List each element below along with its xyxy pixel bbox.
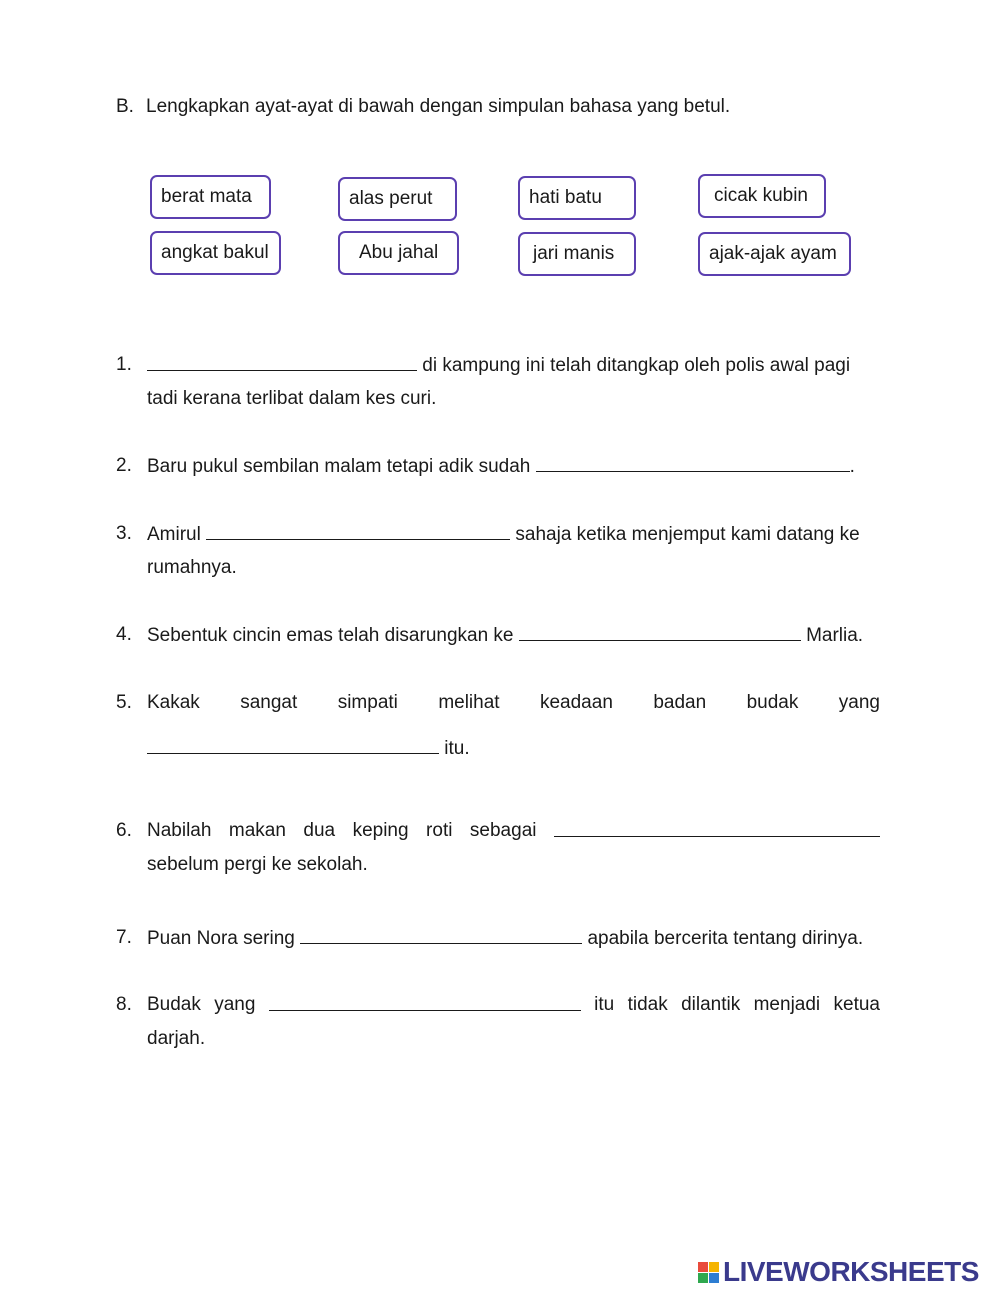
question-word: melihat [438,692,500,713]
question-word: itu [594,994,615,1015]
question-word: dilantik [681,994,741,1015]
question-text-end: Marlia. [806,625,864,646]
instruction-text: Lengkapkan ayat-ayat di bawah dengan simpulan bahasa yang betul. [146,96,731,117]
word-chip[interactable]: berat mata [150,175,271,219]
question-4 [116,618,880,652]
question-word: keadaan [539,692,613,713]
question-text: di kampung ini telah ditangkap oleh polis awal pagi [422,355,851,376]
question-word: menjadi [753,994,821,1015]
question-number: 2. [116,455,132,476]
answer-blank-1[interactable] [147,348,417,371]
question-word: dua [303,820,336,841]
liveworksheets-logo [698,1256,979,1288]
logo-cube-icon [698,1262,719,1283]
question-6 [116,814,880,882]
instruction [116,96,730,118]
question-word: Kakak [147,692,200,713]
word-chip[interactable]: cicak kubin [698,174,826,218]
answer-blank-3[interactable] [206,517,510,540]
answer-blank-5[interactable] [147,731,439,754]
question-5 [116,686,880,765]
question-2 [116,449,880,483]
answer-blank-8[interactable] [269,988,581,1011]
question-word: yang [214,994,256,1015]
question-word: makan [228,820,286,841]
question-word: sangat [240,692,298,713]
question-text-end: sahaja ketika menjemput kami datang ke [515,524,860,545]
question-text: Puan Nora sering [147,928,295,949]
question-text-cont: darjah. [147,1028,206,1049]
question-text: Sebentuk cincin emas telah disarungkan ke [147,625,514,646]
question-word: Nabilah [147,820,212,841]
question-number: 3. [116,523,132,544]
question-number: 4. [116,624,132,645]
answer-blank-2[interactable] [536,449,850,472]
word-chip[interactable]: Abu jahal [338,231,459,275]
question-word: ketua [833,994,880,1015]
question-word: yang [838,692,880,713]
question-number: 6. [116,820,132,841]
question-text-end: . [849,456,855,477]
question-word: badan [653,692,707,713]
question-text-cont: rumahnya. [147,557,237,578]
word-chip[interactable]: hati batu [518,176,636,220]
question-7 [116,921,880,955]
question-text-end: apabila bercerita tentang dirinya. [587,928,864,949]
question-3 [116,517,880,585]
question-word: roti [426,820,453,841]
question-8 [116,988,880,1056]
question-1 [116,348,880,416]
word-chip[interactable]: angkat bakul [150,231,281,275]
question-number: 1. [116,354,132,375]
question-text: Amirul [147,524,201,545]
question-word: tidak [627,994,668,1015]
question-word: keping [352,820,409,841]
question-text-cont: tadi kerana terlibat dalam kes curi. [147,388,437,409]
answer-blank-4[interactable] [519,618,801,641]
answer-blank-6[interactable] [554,814,880,837]
question-word: budak [746,692,799,713]
logo-text: LIVEWORKSHEETS [723,1256,979,1287]
question-number: 7. [116,927,132,948]
word-chip[interactable]: alas perut [338,177,457,221]
answer-blank-7[interactable] [300,921,582,944]
question-text-end: itu. [444,738,470,759]
question-word: sebagai [469,820,537,841]
question-word: simpati [337,692,398,713]
question-word: Budak [147,994,201,1015]
question-number: 5. [116,692,132,713]
word-chip[interactable]: jari manis [518,232,636,276]
question-number: 8. [116,994,132,1015]
question-text: Baru pukul sembilan malam tetapi adik sudah [147,456,531,477]
section-label: B. [116,96,134,117]
word-chip[interactable]: ajak-ajak ayam [698,232,851,276]
question-text-cont: sebelum pergi ke sekolah. [147,854,368,875]
